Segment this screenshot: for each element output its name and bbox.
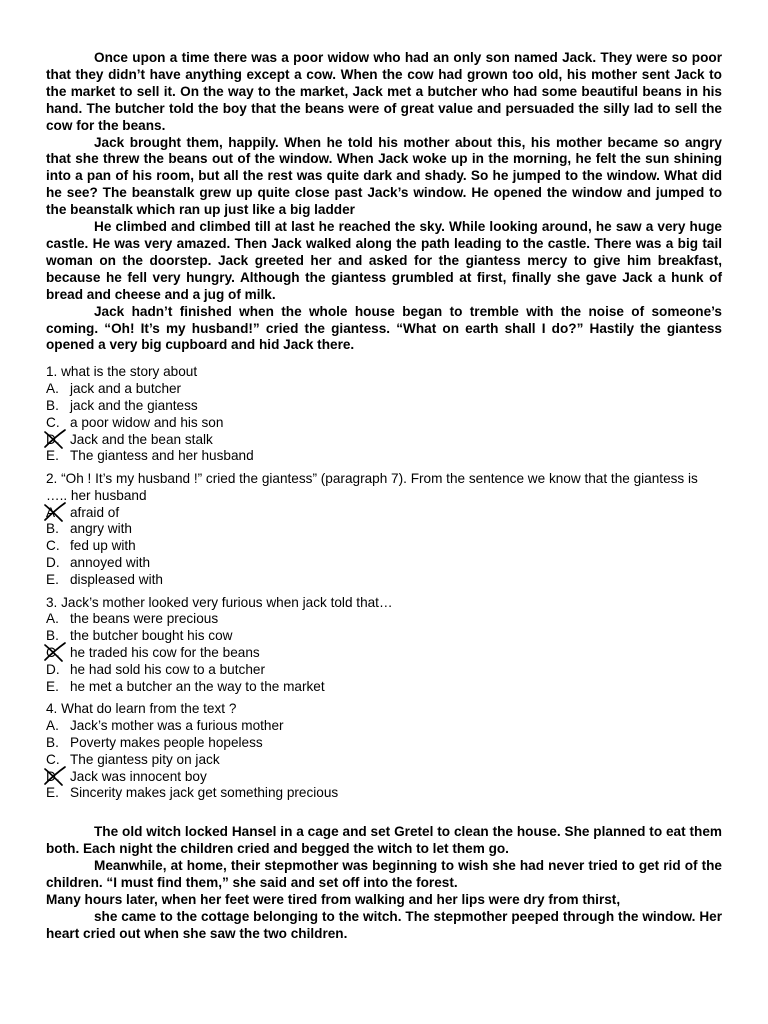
option-letter: E. (46, 571, 59, 587)
option-letter: C. (46, 414, 60, 430)
option-letter: D. (46, 555, 60, 571)
option-text: afraid of (70, 504, 120, 520)
question-3 (46, 595, 722, 696)
option-text: Jack’s mother was a furious mother (70, 718, 284, 734)
question-list (46, 364, 722, 802)
question-stem: 1. what is the story about (46, 364, 198, 380)
option-letter: A. (46, 504, 59, 520)
option-text: fed up with (70, 538, 136, 554)
answer-option[interactable] (46, 679, 722, 696)
answer-option[interactable] (46, 398, 722, 415)
story-paragraph: Meanwhile, at home, their stepmother was beginning to wish she had never tried to get rid of the children. “I must find them,” she said and set off into the forest. (46, 858, 722, 890)
story-paragraph: Once upon a time there was a poor widow who had an only son named Jack. They were so poor that they didn’t have anything except a cow. When the cow had grown too old, his mother sent Jack to the market to sell it. On the way to the market, Jack met a butcher who had some beautiful beans in his hand. The butcher told the boy that the beans were of great value and persuaded the silly lad to sell the cow for the beans. (46, 50, 722, 133)
option-letter: B. (46, 521, 59, 537)
question-stem: 4. What do learn from the text ? (46, 701, 237, 717)
option-text: jack and a butcher (70, 381, 182, 397)
option-letter: B. (46, 397, 59, 413)
worksheet-page (46, 50, 722, 943)
option-text: the butcher bought his cow (70, 628, 233, 644)
answer-option[interactable] (46, 769, 722, 786)
option-text: The giantess pity on jack (70, 751, 220, 767)
option-text: Poverty makes people hopeless (70, 735, 263, 751)
option-text: a poor widow and his son (70, 414, 224, 430)
answer-option[interactable] (46, 505, 722, 522)
answer-option[interactable] (46, 521, 722, 538)
answer-option[interactable] (46, 555, 722, 572)
option-letter: A. (46, 611, 59, 627)
option-letter: B. (46, 628, 59, 644)
answer-option[interactable] (46, 432, 722, 449)
option-letter: B. (46, 735, 59, 751)
option-letter: C. (46, 645, 60, 661)
option-text: displeased with (70, 571, 163, 587)
option-letter: E. (46, 678, 59, 694)
answer-option[interactable] (46, 645, 722, 662)
answer-option[interactable] (46, 572, 722, 589)
answer-option[interactable] (46, 718, 722, 735)
story-hansel-gretel (46, 824, 722, 942)
option-letter: C. (46, 751, 60, 767)
story-paragraph: she came to the cottage belonging to the witch. The stepmother peeped through the window. Her heart cried out when she saw the two children. (46, 908, 722, 941)
option-text: annoyed with (70, 555, 151, 571)
answer-option[interactable] (46, 611, 722, 628)
option-letter: D. (46, 768, 60, 784)
answer-option[interactable] (46, 662, 722, 679)
option-text: he traded his cow for the beans (70, 645, 260, 661)
story-jack-beanstalk (46, 50, 722, 354)
option-letter: A. (46, 381, 59, 397)
story-paragraph: Jack hadn’t finished when the whole house began to tremble with the noise of someone’s coming. “Oh! It’s my husband!” cried the giantess. “What on earth shall I do?” Hastily the giantess opened a very big cupboard and hid Jack there. (46, 303, 722, 353)
story-paragraph: Jack brought them, happily. When he told his mother about this, his mother became so angry that she threw the beans out of the window. When Jack woke up in the morning, he felt the sun shining into a pan of his room, but all the rest was quite dark and shady. So he jumped to the window. What did he see? The beanstalk grew up quite close past Jack’s window. He opened the window and jumped to the beanstalk which ran up just like a big ladder (46, 134, 722, 218)
question-stem: 2. “Oh ! It’s my husband !” cried the giantess” (paragraph 7). From the sentence we know that the giantess is ….. her husband (46, 471, 698, 503)
option-text: he met a butcher an the way to the market (70, 678, 325, 694)
option-text: Jack was innocent boy (70, 768, 207, 784)
story-paragraph: He climbed and climbed till at last he reached the sky. While looking around, he saw a very huge castle. He was very amazed. Then Jack walked along the path leading to the castle. There was a big tail woman on the doorstep. Jack greeted her and asked for the giantess mercy to give him breakfast, because he fell very hungry. Although the giantess grumbled at first, finally she gave Jack a hunk of bread and cheese and a jug of milk. (46, 219, 722, 302)
option-text: angry with (70, 521, 132, 537)
question-2 (46, 471, 722, 589)
answer-option[interactable] (46, 381, 722, 398)
story-paragraph: Many hours later, when her feet were tired from walking and her lips were dry from thirst, (46, 891, 621, 907)
answer-option[interactable] (46, 752, 722, 769)
option-letter: D. (46, 431, 60, 447)
question-4 (46, 701, 722, 802)
option-text: he had sold his cow to a butcher (70, 661, 265, 677)
answer-option[interactable] (46, 415, 722, 432)
question-stem: 3. Jack’s mother looked very furious when jack told that… (46, 594, 393, 610)
option-letter: E. (46, 448, 59, 464)
answer-option[interactable] (46, 785, 722, 802)
option-letter: C. (46, 538, 60, 554)
answer-option[interactable] (46, 628, 722, 645)
answer-option[interactable] (46, 538, 722, 555)
option-text: Sincerity makes jack get something precious (70, 785, 339, 801)
option-letter: D. (46, 661, 60, 677)
answer-option[interactable] (46, 735, 722, 752)
option-letter: E. (46, 785, 59, 801)
story-paragraph: The old witch locked Hansel in a cage and set Gretel to clean the house. She planned to eat them both. Each night the children cried and begged the witch to let them go. (46, 824, 722, 857)
option-letter: A. (46, 718, 59, 734)
option-text: the beans were precious (70, 611, 219, 627)
option-text: Jack and the bean stalk (70, 431, 213, 447)
question-1 (46, 364, 722, 465)
option-text: The giantess and her husband (70, 448, 254, 464)
option-text: jack and the giantess (70, 397, 198, 413)
answer-option[interactable] (46, 448, 722, 465)
